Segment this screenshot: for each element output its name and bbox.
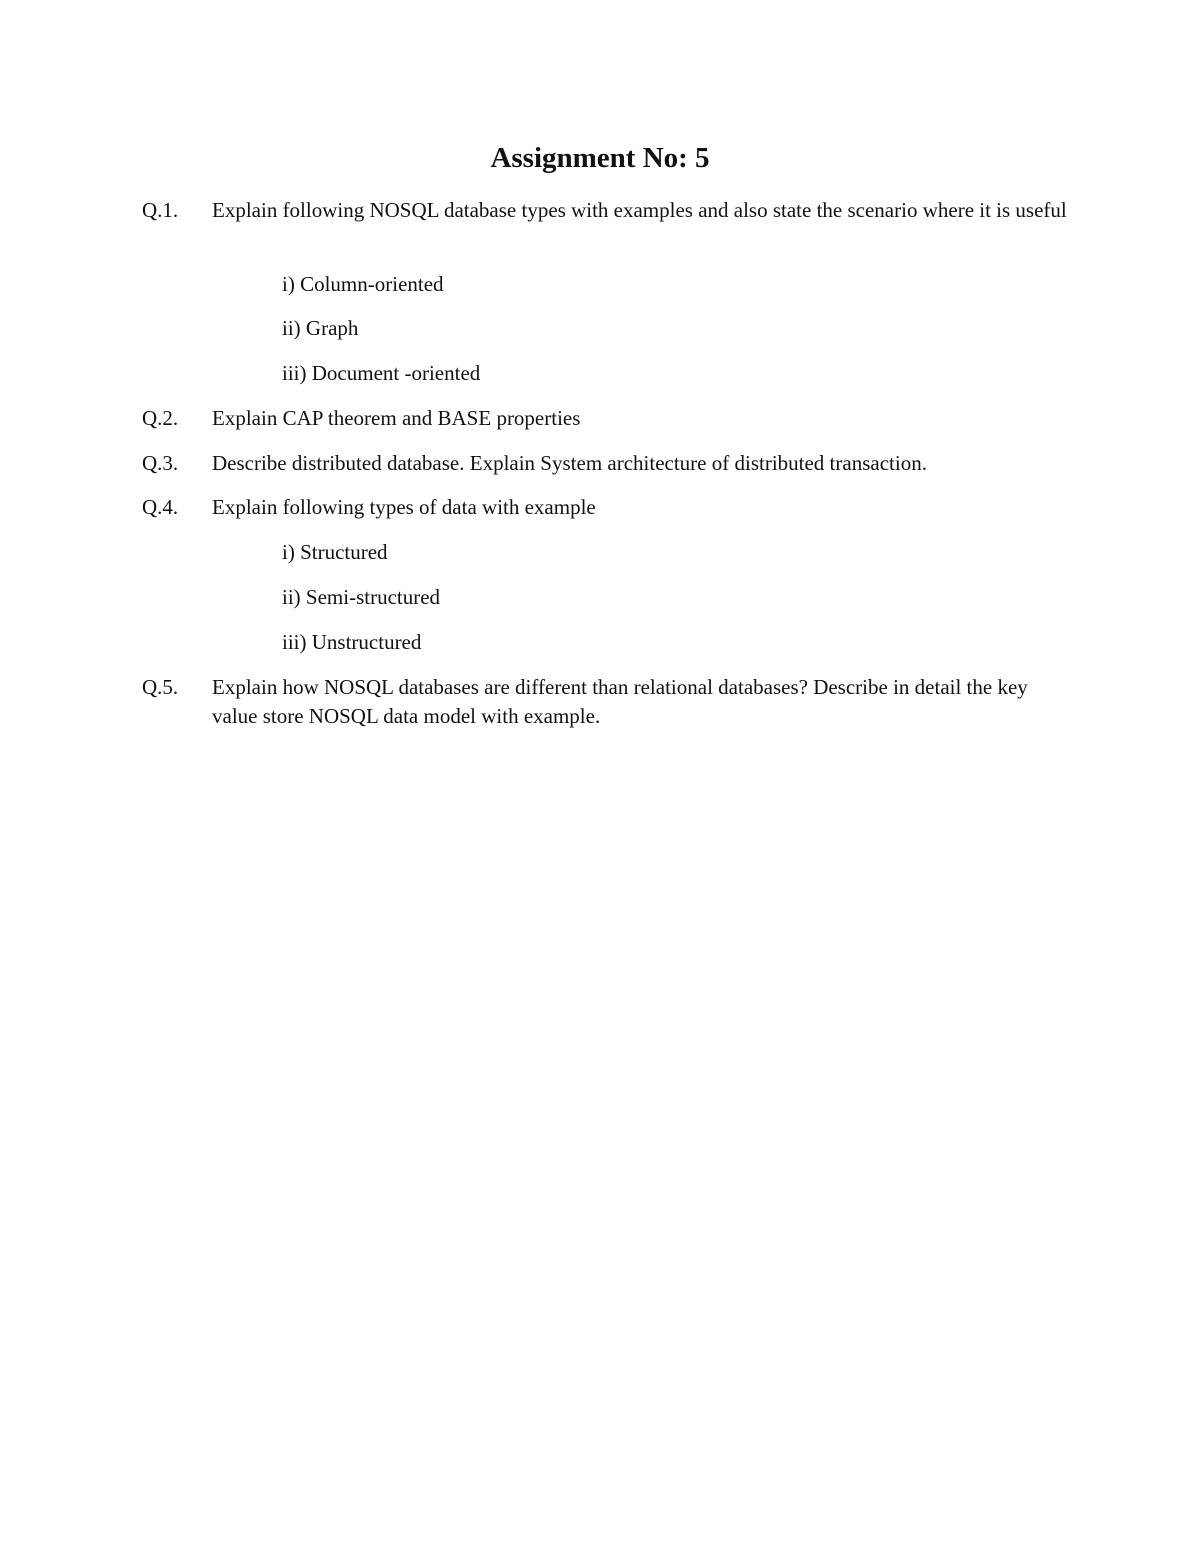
question-number: Q.2. <box>142 406 179 430</box>
question-1-subitem-2: ii) Graph <box>282 316 359 340</box>
question-1-subitem-3: iii) Document -oriented <box>282 361 481 385</box>
question-4-subitem-3: iii) Unstructured <box>282 630 422 654</box>
question-text: Explain CAP theorem and BASE properties <box>212 406 581 430</box>
question-5 <box>142 673 1072 731</box>
question-1 <box>142 196 1072 254</box>
question-4-subitem-1: i) Structured <box>282 540 388 564</box>
question-text: Explain following types of data with example <box>212 495 596 519</box>
question-text: Explain how NOSQL databases are different than relational databases? Describe in detail the key value store NOSQL data model with example. <box>212 675 1028 728</box>
question-number: Q.1. <box>142 198 179 222</box>
question-number: Q.3. <box>142 451 179 475</box>
question-1-subitem-1: i) Column-oriented <box>282 272 444 296</box>
page-title: Assignment No: 5 <box>490 142 710 174</box>
question-text: Describe distributed database. Explain System architecture of distributed transaction. <box>212 451 927 475</box>
question-3 <box>142 449 1072 478</box>
question-number: Q.4. <box>142 495 179 519</box>
question-2 <box>142 404 1072 433</box>
question-number: Q.5. <box>142 675 179 699</box>
question-4-subitem-2: ii) Semi-structured <box>282 585 441 609</box>
question-text: Explain following NOSQL database types with examples and also state the scenario where it is useful <box>212 198 1067 222</box>
question-4 <box>142 493 1072 522</box>
